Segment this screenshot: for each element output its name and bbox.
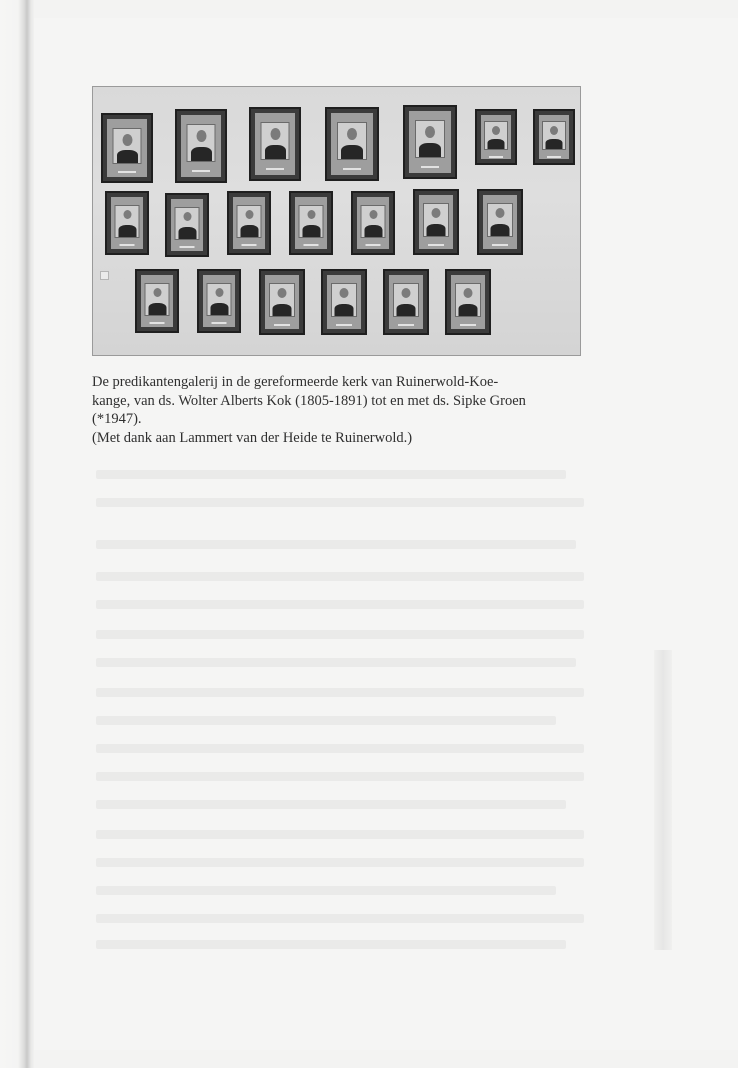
name-plate — [192, 170, 210, 172]
portrait-photo — [299, 205, 324, 238]
portrait-head — [278, 288, 287, 298]
portrait-shoulders — [459, 304, 478, 316]
show-through-line — [96, 772, 584, 781]
name-plate — [212, 322, 227, 324]
portrait-shoulders — [178, 227, 196, 239]
portrait-frame — [325, 107, 379, 181]
portrait-frame — [445, 269, 491, 335]
show-through-line — [96, 800, 566, 809]
portrait-frame — [351, 191, 395, 255]
portrait-head — [123, 210, 131, 219]
portrait-photo — [113, 128, 142, 164]
name-plate — [118, 171, 136, 173]
portrait-shoulders — [546, 139, 563, 149]
portrait-frame — [413, 189, 459, 255]
portrait-shoulders — [210, 303, 228, 315]
show-through-line — [96, 572, 584, 581]
portrait-shoulders — [364, 225, 382, 237]
portrait-photo — [261, 122, 290, 160]
portrait-frame — [227, 191, 271, 255]
portrait-photo — [331, 283, 357, 317]
show-through-line — [96, 688, 584, 697]
name-plate — [547, 156, 561, 158]
portrait-shoulders — [341, 145, 363, 159]
show-through-line — [96, 914, 584, 923]
portrait-frame — [259, 269, 305, 335]
name-plate — [336, 324, 352, 326]
name-plate — [366, 244, 381, 246]
portrait-photo — [487, 203, 513, 237]
portrait-head — [153, 288, 161, 297]
portrait-shoulders — [427, 224, 446, 236]
portrait-head — [215, 288, 223, 297]
portrait-head — [183, 212, 191, 221]
portrait-head — [122, 134, 132, 146]
figure-caption — [92, 373, 582, 447]
portrait-photo — [423, 203, 449, 237]
portrait-photo — [237, 205, 262, 238]
portrait-photo — [361, 205, 386, 238]
name-plate — [428, 244, 444, 246]
portrait-frame — [197, 269, 241, 333]
scan-edge — [0, 0, 34, 1068]
name-plate — [180, 246, 195, 248]
portrait-head — [432, 208, 441, 218]
portrait-head — [270, 128, 280, 140]
portrait-frame — [135, 269, 179, 333]
show-through-line — [96, 600, 584, 609]
portrait-head — [496, 208, 505, 218]
portrait-shoulders — [419, 143, 441, 157]
show-through-line — [96, 470, 566, 479]
portrait-head — [425, 126, 435, 138]
portrait-photo — [175, 207, 200, 240]
name-plate — [274, 324, 290, 326]
portrait-shoulders — [265, 145, 286, 159]
name-plate — [304, 244, 319, 246]
show-through-line — [96, 498, 584, 507]
page-marker-shadow — [654, 650, 672, 950]
portrait-frame — [105, 191, 149, 255]
portrait-head — [464, 288, 473, 298]
portrait-photo — [207, 283, 232, 316]
name-plate — [492, 244, 508, 246]
portrait-head — [369, 210, 377, 219]
show-through-line — [96, 858, 584, 867]
light-switch — [100, 271, 109, 280]
show-through-line — [96, 630, 584, 639]
portrait-shoulders — [117, 150, 138, 163]
show-through-line — [96, 658, 576, 667]
portrait-head — [196, 130, 206, 142]
portrait-photo — [145, 283, 170, 316]
portrait-shoulders — [118, 225, 136, 237]
show-through-line — [96, 830, 584, 839]
portrait-photo — [269, 283, 295, 317]
portrait-frame — [475, 109, 517, 165]
portrait-head — [347, 128, 357, 140]
portrait-photo — [455, 283, 481, 317]
portrait-photo — [484, 121, 508, 150]
portrait-photo — [187, 124, 216, 162]
portrait-shoulders — [302, 225, 320, 237]
caption-credit: (Met dank aan Lammert van der Heide te Ruinerwold.) — [92, 429, 413, 446]
show-through-line — [96, 940, 566, 949]
caption-line-3: (*1947). — [92, 411, 142, 427]
show-through-line — [96, 540, 576, 549]
name-plate — [489, 156, 503, 158]
portrait-frame — [533, 109, 575, 165]
portrait-frame — [175, 109, 227, 183]
portrait-photo — [115, 205, 140, 238]
portrait-head — [492, 126, 500, 135]
gallery-photograph — [92, 86, 581, 356]
portrait-shoulders — [148, 303, 166, 315]
portrait-frame — [383, 269, 429, 335]
portrait-head — [550, 126, 558, 135]
name-plate — [266, 168, 284, 170]
name-plate — [150, 322, 165, 324]
name-plate — [242, 244, 257, 246]
name-plate — [460, 324, 476, 326]
portrait-frame — [477, 189, 523, 255]
portrait-head — [340, 288, 349, 298]
show-through-line — [96, 716, 556, 725]
caption-line-1: De predikantengalerij in de gereformeerde kerk van Ruinerwold-Koe- — [92, 374, 499, 390]
portrait-photo — [393, 283, 419, 317]
portrait-shoulders — [491, 224, 510, 236]
name-plate — [120, 244, 135, 246]
portrait-frame — [101, 113, 153, 183]
portrait-head — [307, 210, 315, 219]
name-plate — [343, 168, 361, 170]
portrait-frame — [165, 193, 209, 257]
portrait-photo — [415, 120, 445, 158]
show-through-line — [96, 886, 556, 895]
portrait-frame — [403, 105, 457, 179]
portrait-head — [402, 288, 411, 298]
portrait-frame — [249, 107, 301, 181]
portrait-shoulders — [191, 147, 212, 161]
show-through-line — [96, 744, 584, 753]
portrait-shoulders — [335, 304, 354, 316]
portrait-head — [245, 210, 253, 219]
portrait-shoulders — [240, 225, 258, 237]
portrait-frame — [321, 269, 367, 335]
portrait-shoulders — [488, 139, 505, 149]
portrait-frame — [289, 191, 333, 255]
portrait-shoulders — [397, 304, 416, 316]
portrait-photo — [542, 121, 566, 150]
name-plate — [398, 324, 414, 326]
portrait-shoulders — [273, 304, 292, 316]
portrait-photo — [337, 122, 367, 160]
caption-line-2: kange, van ds. Wolter Alberts Kok (1805-1891) tot en met ds. Sipke Groen — [92, 392, 526, 409]
name-plate — [421, 166, 439, 168]
